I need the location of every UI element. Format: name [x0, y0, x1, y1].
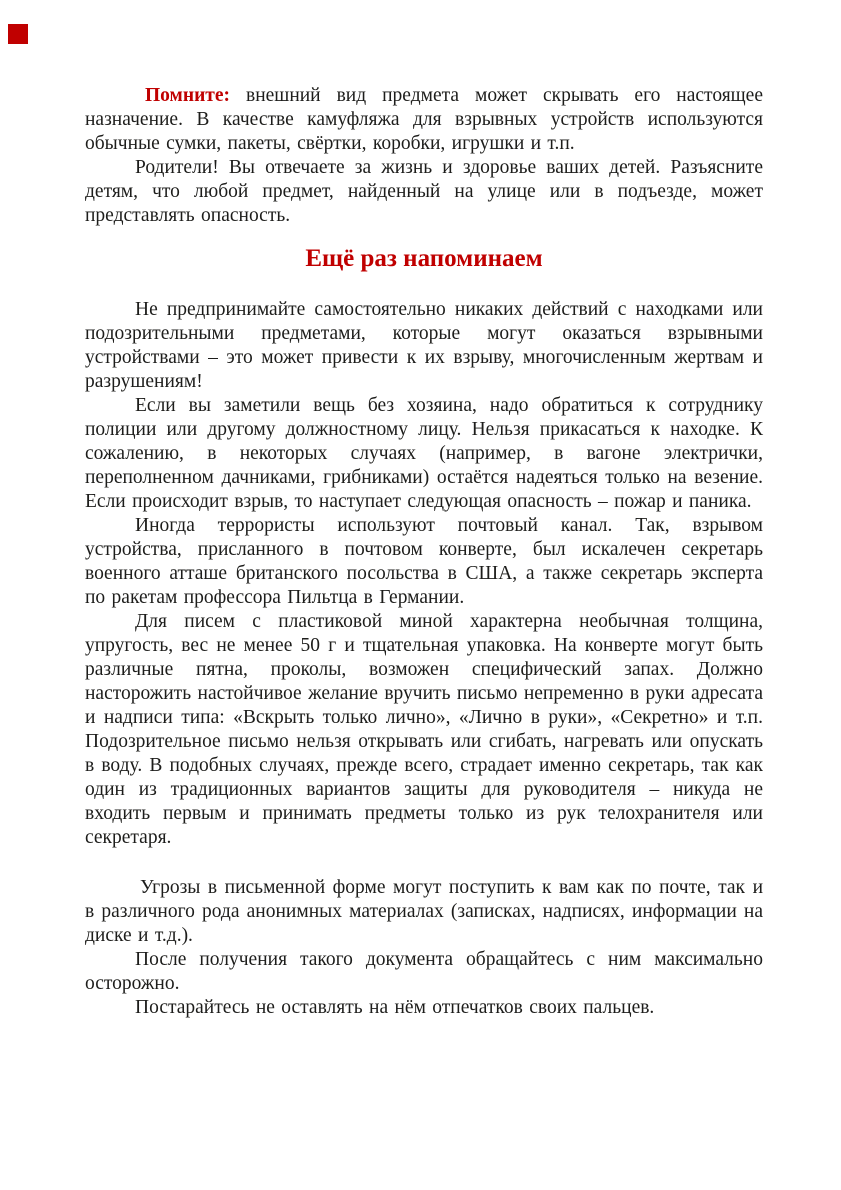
section-heading: Ещё раз напоминаем	[305, 245, 543, 272]
paragraph-fingerprints: Постарайтесь не оставлять на нём отпечатков своих пальцев.	[135, 997, 655, 1018]
paragraph-remember	[85, 84, 763, 156]
remember-label: Помните:	[145, 85, 231, 106]
page-content	[85, 84, 763, 1020]
red-square-marker	[8, 24, 28, 44]
paragraph-letter-mine: Для писем с пластиковой миной характерна необычная толщина, упругость, вес не менее 50 г и тщательная упаковка. На конверте могут быть различные пятна, проколы, возможен специфический запах. Должно насторожить настойчивое желание вручить письмо непременно в руки адресата и надписи типа: «Вскрыть только лично», «Лично в руки», «Секретно» и т.п. Подозрительное письмо нельзя открывать или сгибать, нагревать или опускать в воду. В подобных случаях, прежде всего, страдает именно секретарь, так как один из традиционных вариантов защиты для руководителя – никуда не входить первым и принимать предметы только из рук телохранителя или секретаря.	[85, 611, 763, 848]
remember-text: внешний вид предмета может скрывать его настоящее назначение. В качестве камуфляжа для взрывных устройств используются обычные сумки, пакеты, свёртки, коробки, игрушки и т.п.	[85, 85, 763, 154]
paragraph-mail-channel: Иногда террористы используют почтовый канал. Так, взрывом устройства, присланного в почтовом конверте, был искалечен секретарь военного атташе британского посольства в США, а также секретарь эксперта по ракетам профессора Пильтца в Германии.	[85, 515, 763, 608]
paragraph-handle-carefully: После получения такого документа обращайтесь с ним максимально осторожно.	[85, 949, 763, 994]
paragraph-parents: Родители! Вы отвечаете за жизнь и здоровье ваших детей. Разъясните детям, что любой предмет, найденный на улице или в подъезде, может представлять опасность.	[85, 157, 763, 226]
paragraph-written-threats: Угрозы в письменной форме могут поступить к вам как по почте, так и в различного рода анонимных материалах (записках, надписях, информации на диске и т.д.).	[85, 877, 763, 946]
paragraph-no-actions: Не предпринимайте самостоятельно никаких действий с находками или подозрительными предметами, которые могут оказаться взрывными устройствами – это может привести к их взрыву, многочисленным жертвам и разрушениям!	[85, 299, 763, 392]
paragraph-unattended-item: Если вы заметили вещь без хозяина, надо обратиться к сотруднику полиции или другому должностному лицу. Нельзя прикасаться к находке. К сожалению, в некоторых случаях (например, в вагоне электрички, переполненном дачниками, грибниками) остаётся надеяться только на везение. Если происходит взрыв, то наступает следующая опасность – пожар и паника.	[85, 395, 763, 512]
